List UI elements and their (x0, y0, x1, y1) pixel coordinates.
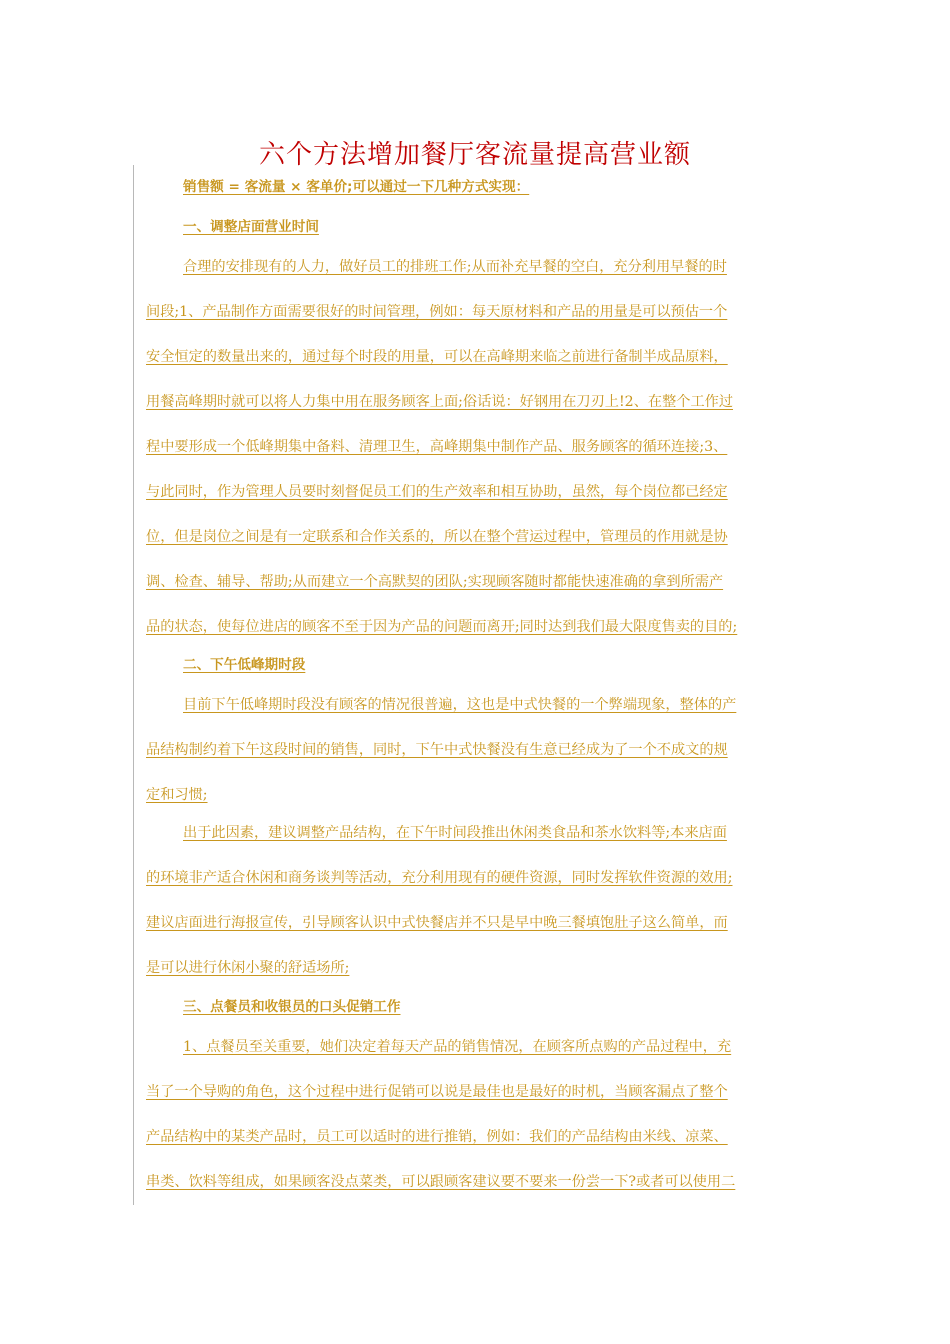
paragraph-line: 建议店面进行海报宣传，引导顾客认识中式快餐店并不只是早中晚三餐填饱肚子这么简单，而 (146, 915, 728, 931)
section2-heading: 二、下午低峰期时段 (183, 657, 306, 673)
paragraph-line: 用餐高峰期时就可以将人力集中用在服务顾客上面;俗话说：好钢用在刀刃上!2、在整个工作过 (146, 394, 734, 410)
paragraph-line: 间段;1、产品制作方面需要很好的时间管理，例如：每天原材料和产品的用量是可以预估一个 (146, 304, 728, 320)
section1-heading-block (133, 205, 813, 250)
section3-body (133, 1025, 813, 1205)
section2-heading-block (133, 643, 813, 688)
paragraph-line: 位，但是岗位之间是有一定联系和合作关系的，所以在整个营运过程中，管理员的作用就是协 (146, 529, 728, 545)
paragraph-line: 当了一个导购的角色，这个过程中进行促销可以说是最佳也是最好的时机，当顾客漏点了整个 (146, 1084, 728, 1100)
paragraph-line: 调、检查、辅导、帮助;从而建立一个高默契的团队;实现顾客随时都能快速准确的拿到所需产 (146, 574, 724, 590)
section3-heading: 三、点餐员和收银员的口头促销工作 (183, 999, 401, 1015)
paragraph-line: 目前下午低峰期时段没有顾客的情况很普遍，这也是中式快餐的一个弊端现象，整体的产 (183, 697, 737, 713)
paragraph-line: 产品结构中的某类产品时，员工可以适时的进行推销，例如：我们的产品结构由米线、凉菜、 (146, 1129, 728, 1145)
section2-para2 (133, 811, 813, 991)
page-title: 六个方法增加餐厅客流量提高营业额 (258, 140, 691, 170)
paragraph-line: 串类、饮料等组成，如果顾客没点菜类，可以跟顾客建议要不要来一份尝一下?或者可以使用二 (146, 1174, 736, 1190)
paragraph-line: 出于此因素，建议调整产品结构，在下午时间段推出休闲类食品和茶水饮料等;本来店面 (183, 825, 727, 841)
section2-para1 (133, 683, 813, 818)
paragraph-line: 程中要形成一个低峰期集中备料、清理卫生，高峰期集中制作产品、服务顾客的循环连接;3、 (146, 439, 728, 455)
paragraph-line: 品结构制约着下午这段时间的销售，同时，下午中式快餐没有生意已经成为了一个不成文的规 (146, 742, 728, 758)
intro-block (133, 165, 813, 210)
paragraph-line: 1、点餐员至关重要，她们决定着每天产品的销售情况，在顾客所点购的产品过程中，充 (183, 1039, 732, 1055)
intro-line: 销售额 = 客流量 × 客单价;可以通过一下几种方式实现： (183, 179, 530, 195)
section1-body (133, 245, 813, 650)
section1-heading: 一、调整店面营业时间 (183, 219, 319, 235)
paragraph-line: 的环境非产适合休闲和商务谈判等活动，充分利用现有的硬件资源，同时发挥软件资源的效用; (146, 870, 733, 886)
paragraph-line: 安全恒定的数量出来的，通过每个时段的用量，可以在高峰期来临之前进行备制半成品原料， (146, 349, 728, 365)
section3-heading-block (133, 985, 813, 1030)
paragraph-line: 定和习惯; (146, 787, 208, 803)
paragraph-line: 与此同时，作为管理人员要时刻督促员工们的生产效率和相互协助，虽然，每个岗位都已经定 (146, 484, 728, 500)
paragraph-line: 品的状态，使每位进店的顾客不至于因为产品的问题而离开;同时达到我们最大限度售卖的目的; (146, 619, 738, 635)
paragraph-line: 合理的安排现有的人力，做好员工的排班工作;从而补充早餐的空白，充分利用早餐的时 (183, 259, 727, 275)
paragraph-line: 是可以进行休闲小聚的舒适场所; (146, 960, 350, 976)
